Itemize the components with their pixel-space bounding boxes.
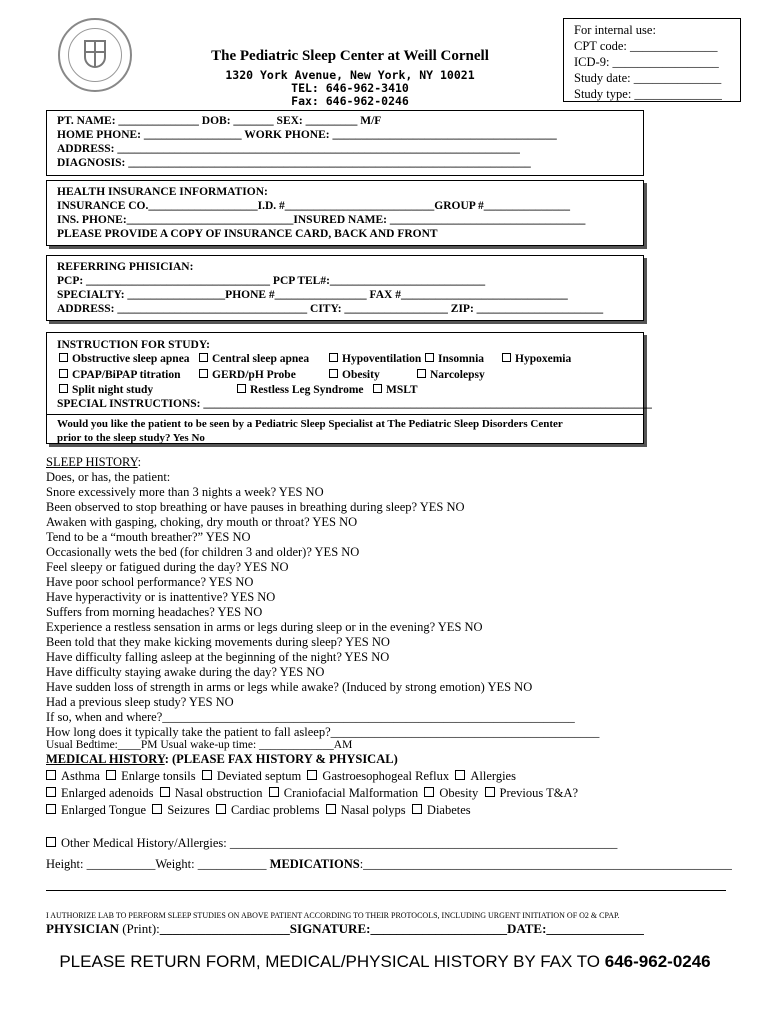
insurance-co-row[interactable]: INSURANCE CO.___________________I.D. #__________________________GROUP #_______________ — [57, 200, 571, 212]
option-nasal-polyps[interactable]: Nasal polyps — [326, 803, 406, 817]
option-cardiac[interactable]: Cardiac problems — [216, 803, 320, 817]
medical-row-1 — [46, 769, 516, 784]
option-deviated-septum[interactable]: Deviated septum — [202, 769, 301, 783]
checkbox-icon — [329, 369, 338, 378]
checkbox-icon — [59, 384, 68, 393]
option-insomnia[interactable]: Insomnia — [425, 353, 484, 365]
checkbox-icon — [46, 770, 56, 780]
study-type-field[interactable]: Study type: ______________ — [574, 87, 722, 101]
checkbox-icon — [202, 770, 212, 780]
sleep-question[interactable]: Tend to be a “mouth breather?” YES NO — [46, 530, 251, 544]
checkbox-icon — [46, 787, 56, 797]
option-obesity-medical[interactable]: Obesity — [424, 786, 478, 800]
checkbox-icon — [307, 770, 317, 780]
weill-cornell-seal-logo — [58, 18, 132, 92]
option-narcolepsy[interactable]: Narcolepsy — [417, 369, 485, 381]
checkbox-icon — [455, 770, 465, 780]
specialty-row[interactable]: SPECIALTY: _________________PHONE #________________ FAX #_____________________________ — [57, 289, 568, 301]
sleep-question[interactable]: Snore excessively more than 3 nights a week? YES NO — [46, 485, 324, 499]
option-enlarged-tongue[interactable]: Enlarged Tongue — [46, 803, 146, 817]
option-hypoxemia[interactable]: Hypoxemia — [502, 353, 571, 365]
checkbox-icon — [485, 787, 495, 797]
option-cpap-titration[interactable]: CPAP/BiPAP titration — [59, 369, 181, 381]
sleep-line-intro: Does, or has, the patient: — [46, 470, 171, 484]
height-weight-medications-row[interactable]: Height: ___________Weight: ___________ MEDICATIONS:___________________________________________________________ — [46, 857, 732, 871]
option-seizures[interactable]: Seizures — [152, 803, 209, 817]
pt-name-row[interactable]: PT. NAME: ______________ DOB: _______ SEX: _________ M/F — [57, 115, 382, 127]
checkbox-icon — [152, 804, 162, 814]
checkbox-icon — [199, 353, 208, 362]
sleep-question[interactable]: Occasionally wets the bed (for children 3 and older)? YES NO — [46, 545, 360, 559]
center-title: The Pediatric Sleep Center at Weill Cornell — [211, 48, 489, 64]
option-enlarge-tonsils[interactable]: Enlarge tonsils — [106, 769, 195, 783]
instruction-heading: INSTRUCTION FOR STUDY: — [57, 339, 210, 351]
footer-fax-number: 646-962-0246 — [604, 952, 711, 971]
checkbox-icon — [329, 353, 338, 362]
checkbox-icon — [216, 804, 226, 814]
checkbox-icon — [237, 384, 246, 393]
sleep-history-heading: SLEEP HISTORY: — [46, 455, 142, 469]
cpt-code-field[interactable]: CPT code: ______________ — [574, 39, 718, 53]
option-gerd-probe[interactable]: GERD/pH Probe — [199, 369, 296, 381]
insurance-heading: HEALTH INSURANCE INFORMATION: — [57, 186, 268, 198]
checkbox-icon — [326, 804, 336, 814]
medical-history-heading: MEDICAL HISTORY: (PLEASE FAX HISTORY & PHYSICAL) — [46, 752, 398, 766]
option-split-night-study[interactable]: Split night study — [59, 384, 153, 396]
checkbox-icon — [46, 804, 56, 814]
checkbox-icon — [199, 369, 208, 378]
sleep-question[interactable]: Have difficulty staying awake during the day? YES NO — [46, 665, 325, 679]
pcp-row[interactable]: PCP: ________________________________ PCP TEL#:___________________________ — [57, 275, 486, 287]
sleep-question[interactable]: Had a previous sleep study? YES NO — [46, 695, 234, 709]
icd9-field[interactable]: ICD-9: _________________ — [574, 55, 719, 69]
option-enlarged-adenoids[interactable]: Enlarged adenoids — [46, 786, 153, 800]
option-mslt[interactable]: MSLT — [373, 384, 418, 396]
checkbox-icon — [417, 369, 426, 378]
medical-row-3 — [46, 803, 471, 818]
checkbox-icon — [502, 353, 511, 362]
option-central-sleep-apnea[interactable]: Central sleep apnea — [199, 353, 309, 365]
option-allergies[interactable]: Allergies — [455, 769, 516, 783]
footer-fax-notice: PLEASE RETURN FORM, MEDICAL/PHYSICAL HISTORY BY FAX TO 646-962-0246 — [59, 952, 711, 971]
physician-signature-row[interactable]: PHYSICIAN (Print):____________________SIGNATURE:_____________________DATE:_______________ — [46, 921, 644, 936]
ins-phone-row[interactable]: INS. PHONE:_____________________________INSURED NAME: __________________________________ — [57, 214, 586, 226]
medical-row-2 — [46, 786, 578, 801]
sleep-question[interactable]: Have hyperactivity or is inattentive? YES NO — [46, 590, 276, 604]
diagnosis-row[interactable]: DIAGNOSIS: ______________________________________________________________________ — [57, 157, 531, 169]
medications-label: MEDICATIONS — [269, 857, 360, 871]
option-restless-leg[interactable]: Restless Leg Syndrome — [237, 384, 364, 396]
sleep-question[interactable]: Feel sleepy or fatigued during the day? YES NO — [46, 560, 289, 574]
insurance-box — [46, 180, 644, 246]
sleep-question[interactable]: Been observed to stop breathing or have pauses in breathing during sleep? YES NO — [46, 500, 465, 514]
fall-asleep-field[interactable]: How long does it typically take the patient to fall asleep?___________________________________________ — [46, 725, 600, 739]
sleep-question[interactable]: Have poor school performance? YES NO — [46, 575, 254, 589]
referring-heading: REFERRING PHISICIAN: — [57, 261, 194, 273]
insurance-card-note: PLEASE PROVIDE A COPY OF INSURANCE CARD, BACK AND FRONT — [57, 228, 438, 240]
authorization-statement: I AUTHORIZE LAB TO PERFORM SLEEP STUDIES ON ABOVE PATIENT ACCORDING TO THEIR PROTOCOLS, INCLUDING URGENT INITIATION OF O2 & CPAP. — [46, 911, 620, 920]
option-gerd[interactable]: Gastroesophogeal Reflux — [307, 769, 449, 783]
option-previous-ta[interactable]: Previous T&A? — [485, 786, 579, 800]
option-nasal-obstruction[interactable]: Nasal obstruction — [160, 786, 263, 800]
instruction-box — [46, 332, 652, 444]
sleep-question[interactable]: Suffers from morning headaches? YES NO — [46, 605, 263, 619]
bedtime-waketime-field[interactable]: Usual Bedtime:____PM Usual wake-up time: _____________AM — [46, 739, 353, 751]
sleep-question[interactable]: Experience a restless sensation in arms or legs during sleep or in the evening? YES NO — [46, 620, 483, 634]
center-fax: Fax: 646-962-0246 — [291, 94, 409, 108]
option-obesity[interactable]: Obesity — [329, 369, 380, 381]
option-craniofacial[interactable]: Craniofacial Malformation — [269, 786, 418, 800]
internal-use-box — [563, 18, 741, 102]
referring-physician-box — [46, 255, 644, 321]
sleep-question[interactable]: Been told that they make kicking movements during sleep? YES NO — [46, 635, 390, 649]
checkbox-icon — [46, 837, 56, 847]
center-tel: TEL: 646-962-3410 — [291, 81, 409, 95]
checkbox-icon — [269, 787, 279, 797]
study-date-field[interactable]: Study date: ______________ — [574, 71, 722, 85]
when-where-field[interactable]: If so, when and where?__________________________________________________________________ — [46, 710, 575, 724]
checkbox-icon — [425, 353, 434, 362]
phone-row[interactable]: HOME PHONE: _________________ WORK PHONE: _______________________________________ — [57, 129, 557, 141]
specialist-question: Would you like the patient to be seen by a Pediatric Sleep Specialist at The Pediatric Sleep Disorders Center — [57, 418, 563, 430]
other-history-field[interactable]: Other Medical History/Allergies: ______________________________________________________________ — [46, 836, 617, 851]
checkbox-icon — [160, 787, 170, 797]
sleep-question[interactable]: Have sudden loss of strength in arms or legs while awake? (Induced by strong emotion) YES NO — [46, 680, 533, 694]
internal-use-title: For internal use: — [574, 23, 656, 37]
option-hypoventilation[interactable]: Hypoventilation — [329, 353, 421, 365]
checkbox-icon — [59, 353, 68, 362]
specialist-question-answer[interactable]: prior to the sleep study? Yes No — [57, 432, 205, 444]
sleep-question[interactable]: Have difficulty falling asleep at the beginning of the night? YES NO — [46, 650, 390, 664]
option-diabetes[interactable]: Diabetes — [412, 803, 471, 817]
patient-info-box — [46, 110, 644, 176]
checkbox-icon — [412, 804, 422, 814]
checkbox-icon — [106, 770, 116, 780]
checkbox-icon — [59, 369, 68, 378]
option-obstructive-sleep-apnea[interactable]: Obstructive sleep apnea — [59, 353, 190, 365]
center-address: 1320 York Avenue, New York, NY 10021 — [225, 68, 475, 82]
option-asthma[interactable]: Asthma — [46, 769, 100, 783]
sleep-question[interactable]: Awaken with gasping, choking, dry mouth or throat? YES NO — [46, 515, 358, 529]
referring-address-row[interactable]: ADDRESS: _________________________________ CITY: __________________ ZIP: ______________________ — [57, 303, 604, 315]
checkbox-icon — [424, 787, 434, 797]
special-instructions-field[interactable]: SPECIAL INSTRUCTIONS: ______________________________________________________________________________ — [57, 398, 652, 410]
medications-continuation-line[interactable] — [46, 890, 726, 891]
checkbox-icon — [373, 384, 382, 393]
address-row[interactable]: ADDRESS: ______________________________________________________________________ — [57, 143, 520, 155]
